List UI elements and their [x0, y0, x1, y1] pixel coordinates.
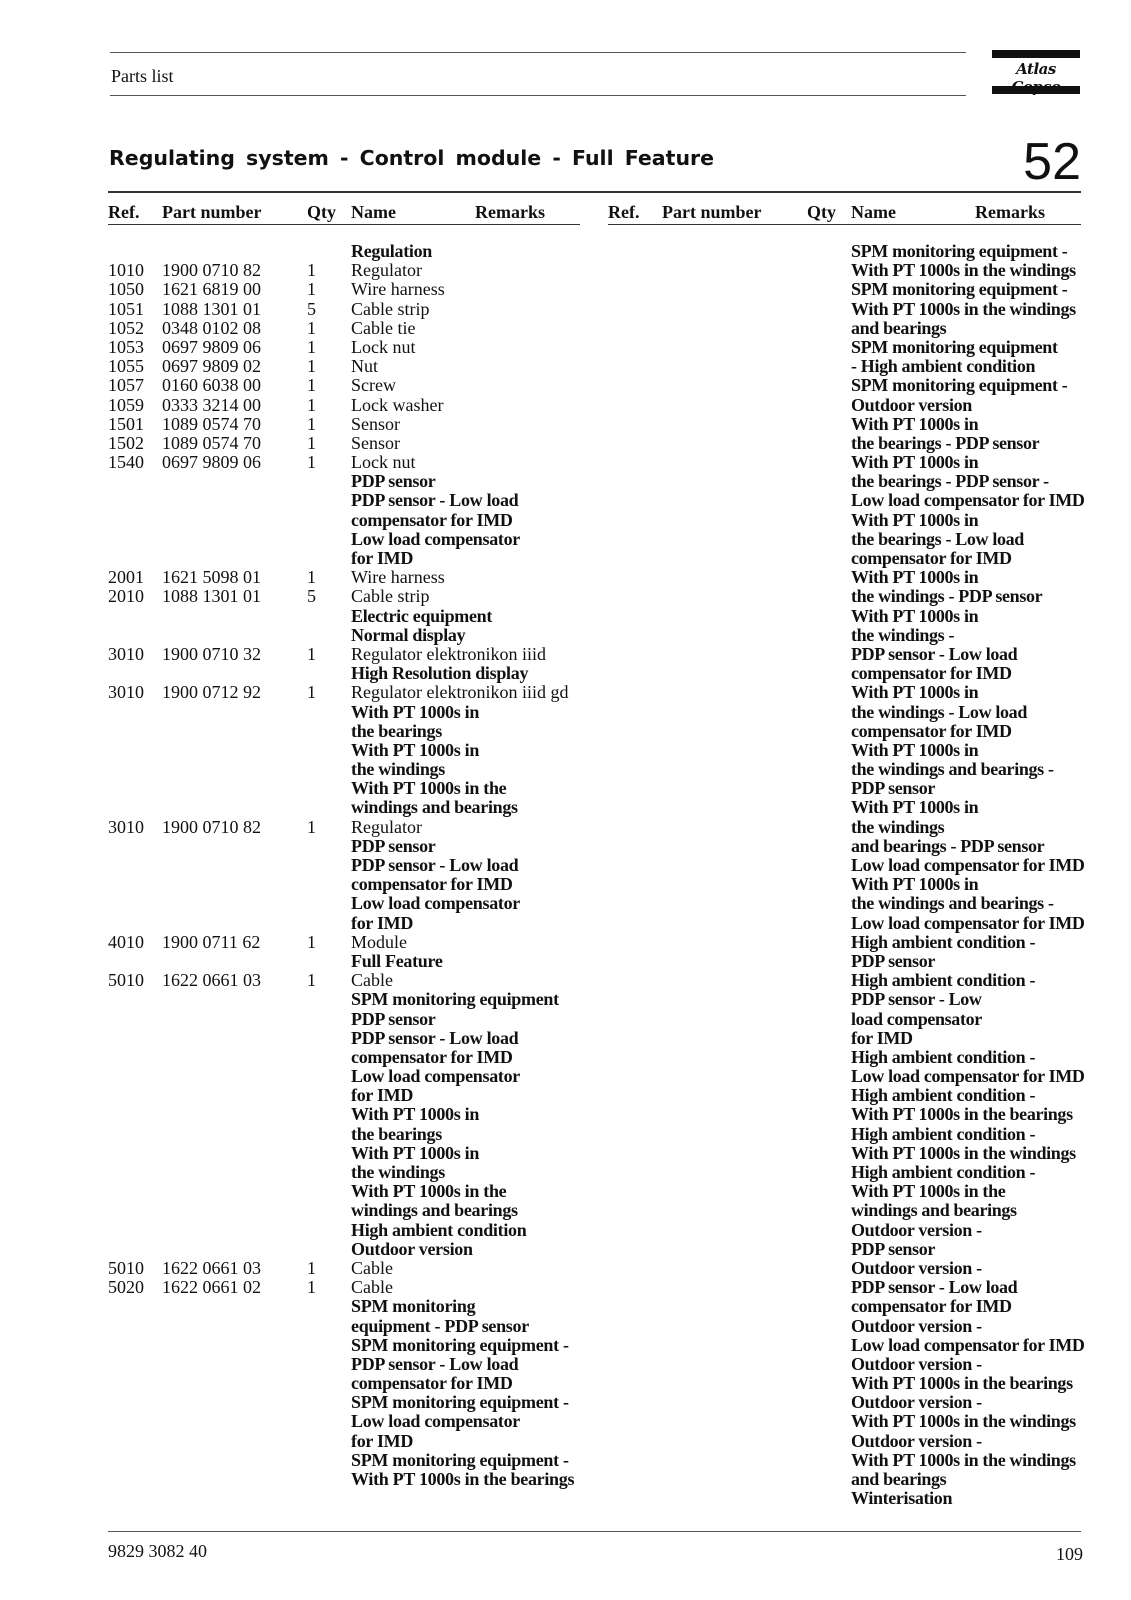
ref-cell: 1010 [108, 260, 144, 281]
list-item: PDP sensor [851, 778, 935, 799]
name-cell: compensator for IMD [351, 509, 513, 530]
list-item: Low load compensator for IMD [851, 1334, 1085, 1355]
part-number-cell: 1621 6819 00 [162, 279, 261, 300]
list-item: the windings - [851, 624, 955, 645]
part-number-cell: 0160 6038 00 [162, 375, 261, 396]
qty-cell: 1 [307, 682, 316, 703]
logo-top-bar [992, 50, 1080, 58]
part-number-cell: 0348 0102 08 [162, 317, 261, 338]
title-rule [108, 191, 1081, 193]
name-cell: SPM monitoring equipment - [351, 1334, 569, 1355]
list-item: With PT 1000s in the windings [851, 1449, 1076, 1470]
name-cell: Regulator elektronikon iiid gd [351, 682, 569, 703]
name-cell: With PT 1000s in the [351, 778, 507, 799]
qty-cell: 1 [307, 432, 316, 453]
ref-cell: 5010 [108, 1257, 144, 1278]
part-number-cell: 1900 0711 62 [162, 931, 261, 952]
ref-cell: 2010 [108, 586, 144, 607]
list-item: compensator for IMD [851, 1296, 1012, 1317]
ref-cell: 5020 [108, 1277, 144, 1298]
qty-cell: 1 [307, 279, 316, 300]
list-item: SPM monitoring equipment - [851, 375, 1068, 396]
header-bottom-rule [110, 95, 966, 96]
list-item: the bearings - Low load [851, 528, 1024, 549]
atlas-copco-logo [992, 50, 1080, 94]
name-cell: With PT 1000s in the [351, 1181, 507, 1202]
list-item: With PT 1000s in [851, 509, 979, 530]
list-item: With PT 1000s in [851, 413, 979, 434]
name-cell: Lock nut [351, 452, 416, 473]
name-cell: High Resolution display [351, 663, 529, 684]
name-cell: the bearings [351, 720, 442, 741]
name-cell: Cable [351, 970, 393, 991]
list-item: With PT 1000s in the bearings [851, 1104, 1073, 1125]
name-cell: SPM monitoring equipment - [351, 1449, 569, 1470]
name-cell: the windings [351, 1162, 445, 1182]
name-cell: Low load compensator [351, 893, 520, 914]
list-item: the windings and bearings - [851, 759, 1054, 780]
name-cell: Low load compensator [351, 1066, 520, 1087]
list-item: load compensator [851, 1008, 982, 1029]
list-item: With PT 1000s in [851, 452, 979, 473]
qty-cell: 1 [307, 931, 316, 952]
qty-cell: 5 [307, 586, 316, 607]
part-number-cell: 1622 0661 03 [162, 970, 261, 991]
name-cell: Regulation [351, 241, 433, 261]
name-cell: Regulator [351, 260, 422, 281]
page-number: 109 [1056, 1544, 1083, 1564]
list-item: With PT 1000s in the [851, 1181, 1006, 1202]
qty-cell: 1 [307, 317, 316, 338]
qty-cell: 1 [307, 970, 316, 991]
part-number-cell: 1622 0661 03 [162, 1257, 261, 1278]
list-item: the bearings - PDP sensor - [851, 471, 1049, 492]
part-number-cell: 1900 0710 82 [162, 260, 261, 281]
list-item: Outdoor version - [851, 1257, 982, 1278]
name-cell: SPM monitoring equipment [351, 989, 559, 1010]
list-item: SPM monitoring equipment [851, 336, 1058, 357]
list-item: - High ambient condition [851, 356, 1036, 377]
list-item: High ambient condition - [851, 1162, 1036, 1182]
part-number-cell: 1900 0710 32 [162, 643, 261, 664]
name-cell: Cable [351, 1257, 393, 1278]
qty-cell: 1 [307, 452, 316, 473]
left-header-rule [108, 224, 580, 225]
column-header-name: Name [351, 202, 396, 222]
ref-cell: 1055 [108, 356, 144, 377]
name-cell: for IMD [351, 1085, 414, 1106]
list-item: PDP sensor - Low load [851, 643, 1018, 664]
name-cell: Lock nut [351, 336, 416, 357]
list-item: With PT 1000s in [851, 797, 979, 818]
list-item: With PT 1000s in the bearings [851, 1373, 1073, 1394]
list-item: Outdoor version - [851, 1353, 982, 1374]
right-name-column [851, 242, 1085, 1508]
list-item: compensator for IMD [851, 720, 1012, 741]
list-item: With PT 1000s in [851, 874, 979, 895]
list-item: Outdoor version - [851, 1219, 982, 1240]
list-item: windings and bearings [851, 1200, 1017, 1221]
part-number-cell: 1089 0574 70 [162, 432, 261, 453]
header-top-rule [110, 52, 966, 53]
footer-rule [108, 1531, 1081, 1532]
list-item: High ambient condition - [851, 1046, 1036, 1067]
list-item: With PT 1000s in the windings [851, 298, 1076, 319]
name-cell: Wire harness [351, 567, 445, 588]
name-cell: compensator for IMD [351, 1373, 513, 1394]
name-cell: Wire harness [351, 279, 445, 300]
list-item: With PT 1000s in the windings [851, 260, 1076, 281]
name-cell: the windings [351, 759, 445, 780]
part-number-cell: 0697 9809 02 [162, 356, 261, 377]
list-item: compensator for IMD [851, 548, 1012, 568]
part-number-cell: 0697 9809 06 [162, 336, 261, 357]
name-cell: the bearings [351, 1123, 442, 1144]
column-header-remarks-right: Remarks [975, 202, 1045, 222]
name-cell: PDP sensor [351, 471, 436, 492]
name-cell: Electric equipment [351, 605, 493, 626]
qty-cell: 1 [307, 394, 316, 415]
column-header-part-number-right: Part number [662, 202, 762, 222]
header-label: Parts list [111, 66, 174, 86]
list-item: Low load compensator for IMD [851, 490, 1085, 511]
name-cell: for IMD [351, 1430, 414, 1451]
ref-cell: 1059 [108, 394, 144, 415]
name-cell: High ambient condition [351, 1219, 527, 1240]
list-item: the windings - Low load [851, 701, 1027, 722]
column-header-remarks: Remarks [475, 202, 545, 222]
name-cell: Low load compensator [351, 1411, 520, 1432]
column-header-ref: Ref. [108, 202, 140, 222]
qty-cell: 5 [307, 298, 316, 319]
name-cell: PDP sensor - Low load [351, 855, 519, 875]
part-number-cell: 1088 1301 01 [162, 298, 261, 319]
list-item: PDP sensor [851, 1238, 935, 1259]
part-number-cell: 1088 1301 01 [162, 586, 261, 607]
logo-bottom-bar [992, 86, 1080, 94]
ref-cell: 1540 [108, 452, 144, 473]
name-cell: Sensor [351, 432, 400, 453]
qty-cell: 1 [307, 260, 316, 281]
list-item: SPM monitoring equipment - [851, 279, 1068, 300]
name-cell: With PT 1000s in the bearings [351, 1469, 575, 1489]
column-header-qty: Qty [307, 202, 336, 222]
ref-cell: 2001 [108, 567, 144, 588]
name-cell: windings and bearings [351, 1200, 518, 1221]
qty-cell: 1 [307, 413, 316, 434]
logo-wordmark: Atlas [1016, 60, 1056, 78]
name-cell: for IMD [351, 912, 414, 933]
list-item: the bearings - PDP sensor [851, 432, 1040, 453]
name-cell: Cable strip [351, 298, 430, 319]
qty-cell: 1 [307, 643, 316, 664]
list-item: Outdoor version [851, 394, 972, 415]
name-cell: Low load compensator [351, 528, 520, 549]
name-cell: Outdoor version [351, 1238, 473, 1259]
list-item: compensator for IMD [851, 663, 1012, 684]
name-cell: for IMD [351, 548, 414, 568]
qty-cell: 1 [307, 567, 316, 588]
name-cell: SPM monitoring equipment - [351, 1392, 569, 1413]
list-item: the windings [851, 816, 945, 837]
list-item: and bearings [851, 1469, 947, 1489]
name-cell: Normal display [351, 624, 466, 645]
part-number-cell: 1622 0661 02 [162, 1277, 261, 1298]
list-item: SPM monitoring equipment - [851, 241, 1068, 261]
list-item: High ambient condition - [851, 1123, 1036, 1144]
qty-cell: 1 [307, 375, 316, 396]
list-item: With PT 1000s in [851, 739, 979, 760]
name-cell: PDP sensor [351, 835, 436, 856]
name-cell: SPM monitoring [351, 1296, 476, 1317]
column-header-part-number: Part number [162, 202, 262, 222]
name-cell: Cable strip [351, 586, 430, 607]
name-cell: With PT 1000s in [351, 739, 480, 760]
part-number-cell: 0697 9809 06 [162, 452, 261, 473]
list-item: High ambient condition - [851, 970, 1036, 991]
name-cell: PDP sensor - Low load [351, 490, 519, 511]
name-cell: With PT 1000s in [351, 1104, 480, 1125]
column-header-name-right: Name [851, 202, 896, 222]
list-item: Outdoor version - [851, 1392, 982, 1413]
name-cell: PDP sensor - Low load [351, 1027, 519, 1048]
column-header-ref-right: Ref. [608, 202, 640, 222]
page-title: Regulating system - Control module - Full Feature [109, 146, 715, 170]
ref-cell: 1501 [108, 413, 144, 434]
name-cell: Full Feature [351, 950, 443, 971]
list-item: High ambient condition - [851, 1085, 1036, 1106]
name-cell: compensator for IMD [351, 874, 513, 895]
list-item: With PT 1000s in [851, 567, 979, 588]
qty-cell: 1 [307, 1257, 316, 1278]
name-cell: Sensor [351, 413, 400, 434]
ref-cell: 1052 [108, 317, 144, 338]
list-item: and bearings - PDP sensor [851, 835, 1045, 856]
list-item: With PT 1000s in [851, 682, 979, 703]
name-cell: compensator for IMD [351, 1046, 513, 1067]
ref-cell: 3010 [108, 643, 144, 664]
list-item: Winterisation [851, 1488, 953, 1509]
list-item: High ambient condition - [851, 931, 1036, 952]
name-cell: With PT 1000s in [351, 1142, 480, 1163]
list-item: Outdoor version - [851, 1315, 982, 1336]
column-header-qty-right: Qty [807, 202, 836, 222]
name-cell: Cable tie [351, 317, 416, 338]
list-item: the windings and bearings - [851, 893, 1054, 914]
name-cell: Lock washer [351, 394, 444, 415]
name-cell: PDP sensor - Low load [351, 1353, 519, 1374]
list-item: Outdoor version - [851, 1430, 982, 1451]
list-item: and bearings [851, 317, 947, 338]
list-item: Low load compensator for IMD [851, 912, 1085, 933]
name-cell: Screw [351, 375, 396, 396]
name-cell: Nut [351, 356, 378, 377]
list-item: With PT 1000s in the windings [851, 1142, 1076, 1163]
list-item: PDP sensor [851, 950, 935, 971]
list-item: PDP sensor - Low [851, 989, 982, 1010]
qty-cell: 1 [307, 1277, 316, 1298]
list-item: With PT 1000s in [851, 605, 979, 626]
part-number-cell: 1900 0710 82 [162, 816, 261, 837]
name-cell: equipment - PDP sensor [351, 1315, 529, 1336]
name-cell: Regulator elektronikon iiid [351, 643, 546, 664]
document-number: 9829 3082 40 [108, 1541, 207, 1561]
ref-cell: 3010 [108, 682, 144, 703]
qty-cell: 1 [307, 356, 316, 377]
name-cell: PDP sensor [351, 1008, 436, 1029]
name-cell: Regulator [351, 816, 422, 837]
part-number-cell: 0333 3214 00 [162, 394, 261, 415]
ref-cell: 5010 [108, 970, 144, 991]
list-item: the windings - PDP sensor [851, 586, 1043, 607]
list-item: Low load compensator for IMD [851, 855, 1085, 875]
qty-cell: 1 [307, 816, 316, 837]
part-number-cell: 1900 0712 92 [162, 682, 261, 703]
right-header-rule [608, 224, 1081, 225]
ref-cell: 1050 [108, 279, 144, 300]
list-item: PDP sensor - Low load [851, 1277, 1018, 1298]
list-item: for IMD [851, 1027, 913, 1048]
list-item: With PT 1000s in the windings [851, 1411, 1076, 1432]
section-number: 52 [1023, 133, 1081, 191]
ref-cell: 1502 [108, 432, 144, 453]
name-cell: windings and bearings [351, 797, 518, 818]
ref-cell: 3010 [108, 816, 144, 837]
ref-cell: 1053 [108, 336, 144, 357]
ref-cell: 1057 [108, 375, 144, 396]
list-item: Low load compensator for IMD [851, 1066, 1085, 1087]
part-number-cell: 1621 5098 01 [162, 567, 261, 588]
name-cell: With PT 1000s in [351, 701, 480, 722]
qty-cell: 1 [307, 336, 316, 357]
ref-cell: 1051 [108, 298, 144, 319]
name-cell: Cable [351, 1277, 393, 1298]
name-cell: Module [351, 931, 407, 952]
part-number-cell: 1089 0574 70 [162, 413, 261, 434]
ref-cell: 4010 [108, 931, 144, 952]
